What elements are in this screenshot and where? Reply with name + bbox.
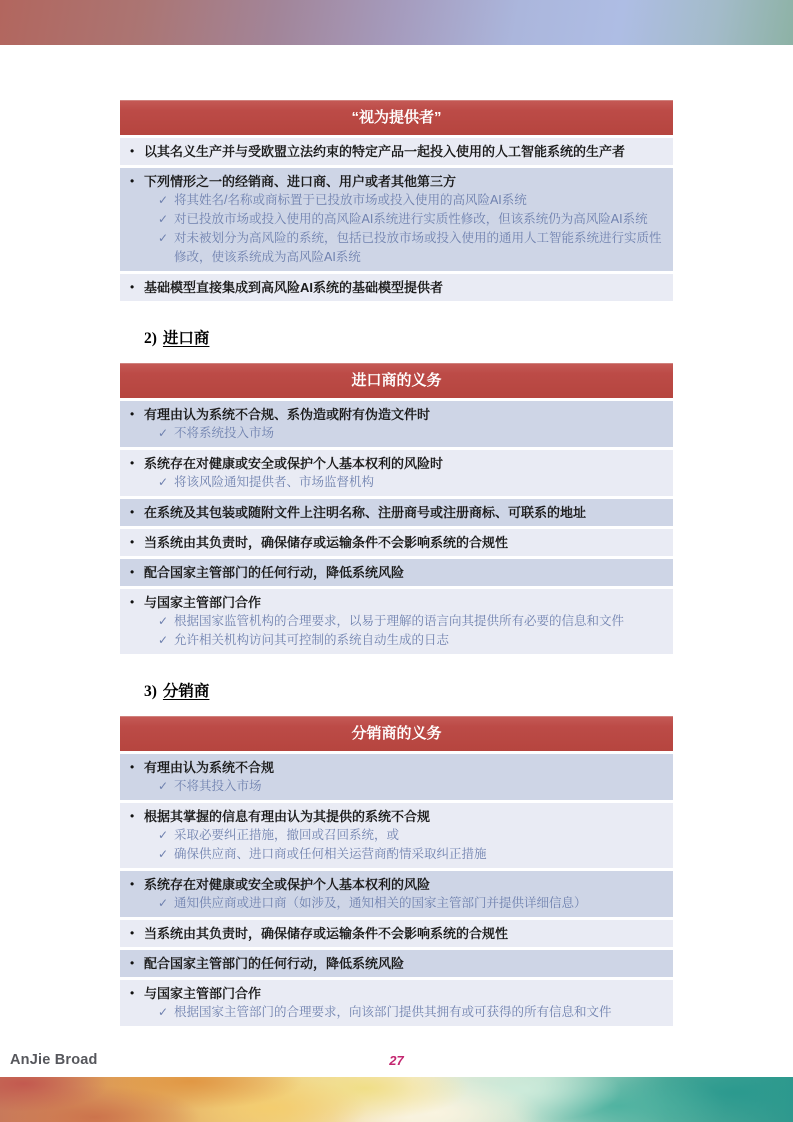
table-row — [120, 589, 673, 654]
table-importer-obligations — [120, 363, 673, 654]
page-number: 27 — [389, 1053, 404, 1068]
check-icon: ✓ — [158, 614, 169, 628]
check-icon: ✓ — [158, 779, 169, 793]
sub-item-text: 允许相关机构访问其可控制的系统自动生成的日志 — [174, 633, 450, 647]
bullet-icon: • — [130, 760, 135, 774]
bullet-icon: • — [130, 535, 135, 549]
section-number: 2) — [144, 330, 157, 347]
anjie-broad-logo: AnJie Broad — [10, 1052, 98, 1068]
row-text: 配合国家主管部门的任何行动，降低系统风险 — [144, 956, 405, 971]
row-text: 当系统由其负责时，确保储存或运输条件不会影响系统的合规性 — [144, 926, 509, 941]
sub-item-text: 确保供应商、进口商或任何相关运营商酌情采取纠正措施 — [174, 847, 487, 861]
table-row — [120, 138, 673, 165]
table-row — [120, 950, 673, 977]
check-icon: ✓ — [158, 828, 169, 842]
bullet-icon: • — [130, 877, 135, 891]
table-header: 进口商的义务 — [120, 363, 673, 398]
watercolor-strip-image — [0, 1077, 793, 1122]
row-text: 根据其掌握的信息有理由认为其提供的系统不合规 — [144, 809, 431, 824]
bullet-icon: • — [130, 144, 135, 158]
row-text: 下列情形之一的经销商、进口商、用户或者其他第三方 — [144, 174, 457, 189]
sub-item-text: 不将系统投入市场 — [174, 426, 275, 440]
table-row — [120, 559, 673, 586]
sub-item-text: 不将其投入市场 — [174, 779, 262, 793]
check-icon: ✓ — [158, 1005, 169, 1019]
section-heading-importer — [144, 329, 673, 349]
table-row — [120, 920, 673, 947]
table-row — [120, 980, 673, 1026]
bullet-icon: • — [130, 595, 135, 609]
row-text: 与国家主管部门合作 — [144, 595, 262, 610]
table-row — [120, 803, 673, 868]
table-row — [120, 499, 673, 526]
row-text: 系统存在对健康或安全或保护个人基本权利的风险时 — [144, 456, 444, 471]
row-text: 系统存在对健康或安全或保护个人基本权利的风险 — [144, 877, 431, 892]
row-text: 有理由认为系统不合规 — [144, 760, 275, 775]
bullet-icon: • — [130, 456, 135, 470]
sub-item-text: 对已投放市场或投入使用的高风险AI系统进行实质性修改，但该系统仍为高风险AI系统 — [174, 212, 648, 226]
row-text: 与国家主管部门合作 — [144, 986, 262, 1001]
sub-item-text: 将其姓名/名称或商标置于已投放市场或投入使用的高风险AI系统 — [174, 193, 527, 207]
table-header: 分销商的义务 — [120, 716, 673, 751]
section-heading-distributor — [144, 682, 673, 702]
table-row — [120, 529, 673, 556]
table-rows — [120, 401, 673, 654]
table-row — [120, 168, 673, 271]
check-icon: ✓ — [158, 475, 169, 489]
table-row — [120, 450, 673, 496]
sub-item-text: 根据国家主管部门的合理要求，向该部门提供其拥有或可获得的所有信息和文件 — [174, 1005, 612, 1019]
bullet-icon: • — [130, 174, 135, 188]
bullet-icon: • — [130, 809, 135, 823]
sub-item-text: 对未被划分为高风险的系统，包括已投放市场或投入使用的通用人工智能系统进行实质性修改，使该系统成为高风险AI系统 — [174, 231, 662, 264]
check-icon: ✓ — [158, 193, 169, 207]
row-text: 在系统及其包装或随附文件上注明名称、注册商号或注册商标、可联系的地址 — [144, 505, 587, 520]
sub-item-text: 通知供应商或进口商（如涉及，通知相关的国家主管部门并提供详细信息） — [174, 896, 587, 910]
sub-item-text: 根据国家监管机构的合理要求，以易于理解的语言向其提供所有必要的信息和文件 — [174, 614, 625, 628]
check-icon: ✓ — [158, 231, 169, 245]
table-row — [120, 754, 673, 800]
table-distributor-obligations — [120, 716, 673, 1026]
sub-item-text: 将该风险通知提供者、市场监督机构 — [174, 475, 375, 489]
section-label: 进口商 — [162, 330, 210, 347]
check-icon: ✓ — [158, 896, 169, 910]
check-icon: ✓ — [158, 426, 169, 440]
row-text: 当系统由其负责时，确保储存或运输条件不会影响系统的合规性 — [144, 535, 509, 550]
content-column — [120, 100, 673, 1026]
row-text: 以其名义生产并与受欧盟立法约束的特定产品一起投入使用的人工智能系统的生产者 — [144, 144, 626, 159]
top-gradient-banner — [0, 0, 793, 45]
table-deemed-provider — [120, 100, 673, 301]
sub-item-text: 采取必要纠正措施，撤回或召回系统，或 — [174, 828, 400, 842]
bullet-icon: • — [130, 956, 135, 970]
row-text: 有理由认为系统不合规、系伪造或附有伪造文件时 — [144, 407, 431, 422]
bullet-icon: • — [130, 986, 135, 1000]
page-footer — [0, 1050, 793, 1076]
bullet-icon: • — [130, 565, 135, 579]
check-icon: ✓ — [158, 212, 169, 226]
table-rows — [120, 138, 673, 301]
row-text: 基础模型直接集成到高风险AI系统的基础模型提供者 — [144, 280, 444, 295]
table-rows — [120, 754, 673, 1026]
check-icon: ✓ — [158, 847, 169, 861]
table-header: “视为提供者” — [120, 100, 673, 135]
bullet-icon: • — [130, 407, 135, 421]
bullet-icon: • — [130, 926, 135, 940]
table-row — [120, 871, 673, 917]
row-text: 配合国家主管部门的任何行动，降低系统风险 — [144, 565, 405, 580]
check-icon: ✓ — [158, 633, 169, 647]
bullet-icon: • — [130, 280, 135, 294]
section-label: 分销商 — [162, 683, 210, 700]
table-row — [120, 401, 673, 447]
bullet-icon: • — [130, 505, 135, 519]
table-row — [120, 274, 673, 301]
section-number: 3) — [144, 683, 157, 700]
